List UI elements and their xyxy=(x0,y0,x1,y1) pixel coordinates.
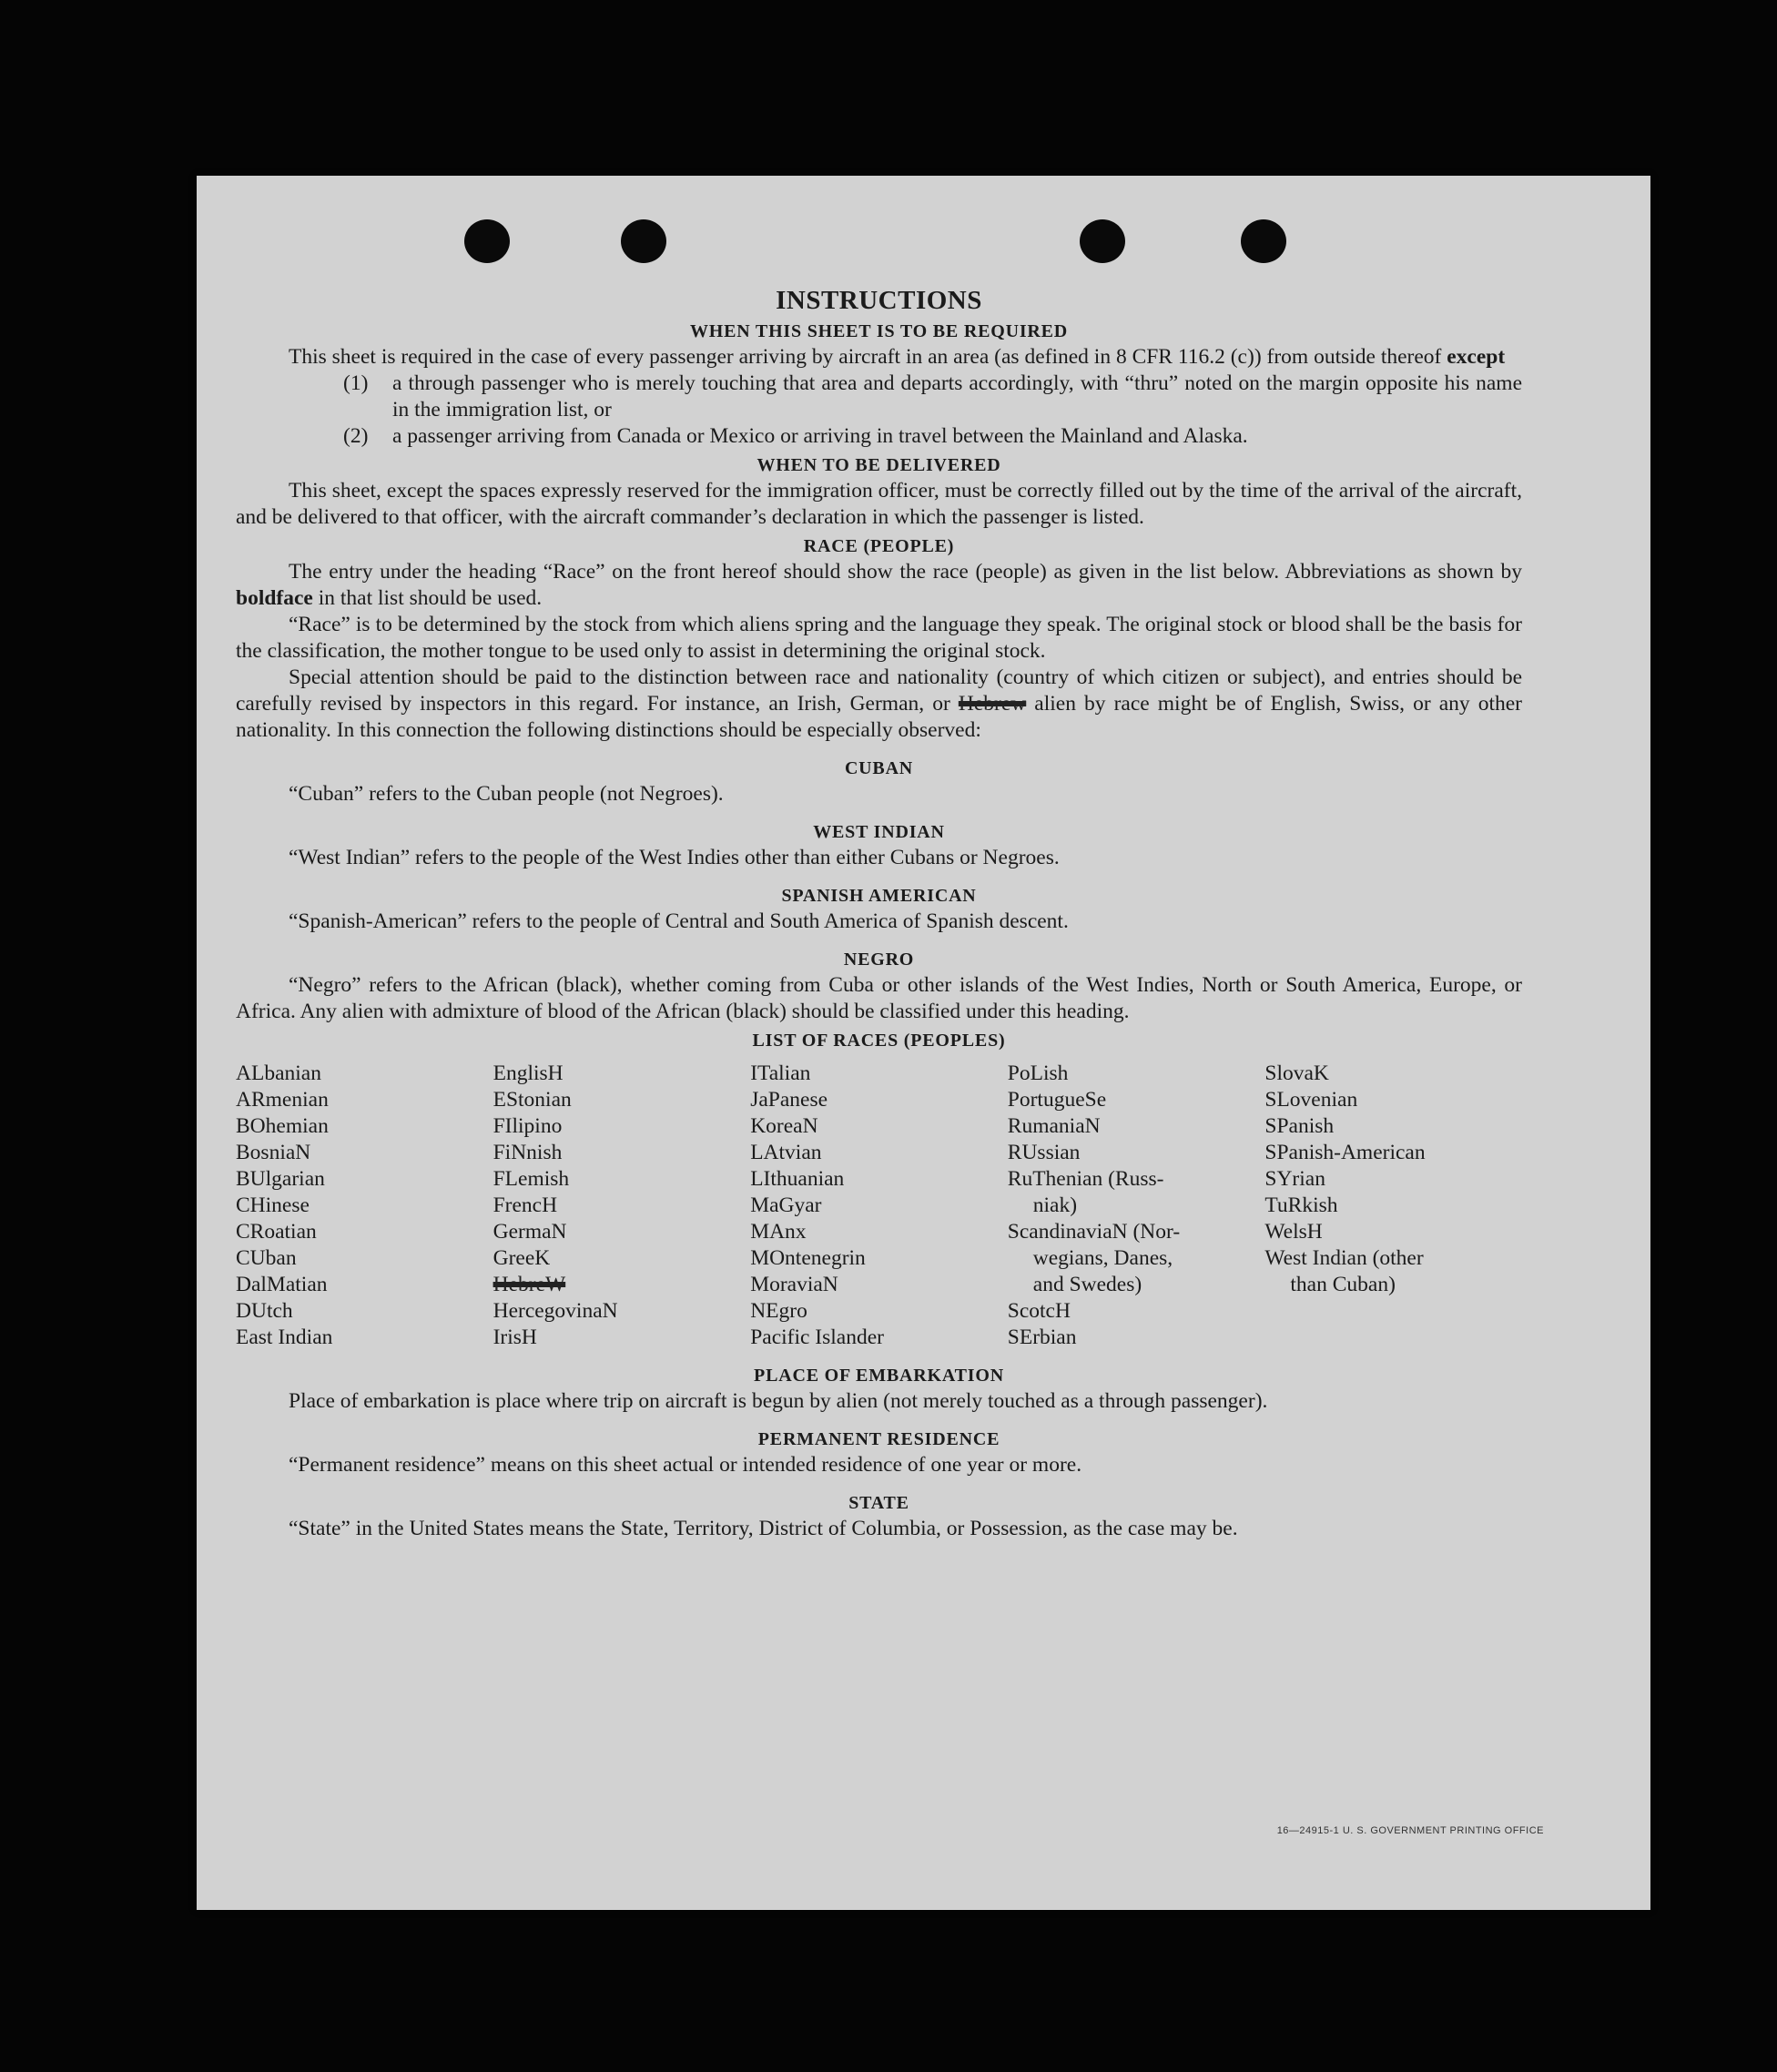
paragraph: “State” in the United States means the State, Territory, District of Columbia, or Possession, as the case may be. xyxy=(289,1517,1238,1540)
race-item: BUlgarian xyxy=(236,1167,325,1191)
race-item: LIthuanian xyxy=(750,1167,845,1191)
race-item: SLovenian xyxy=(1264,1088,1358,1112)
race-item: GreeK xyxy=(492,1246,551,1270)
race-column xyxy=(236,1061,493,1351)
section-heading: STATE xyxy=(848,1493,909,1513)
race-item: BOhemian xyxy=(236,1114,329,1138)
race-item-continued: niak) xyxy=(1032,1193,1078,1217)
punch-hole xyxy=(621,219,666,263)
race-item: ITalian xyxy=(750,1061,811,1085)
race-item: WelsH xyxy=(1264,1220,1323,1244)
race-item: EnglisH xyxy=(492,1061,564,1085)
paragraph: “Negro” refers to the African (black), whether coming from Cuba or other islands of the West Indies, North or South America, Europe, or Africa. Any alien with admixture of blood of the African (black) should be classified under this heading. xyxy=(236,973,1522,1023)
section-heading: CUBAN xyxy=(844,758,914,778)
race-item-continued: wegians, Danes, xyxy=(1032,1246,1173,1270)
punch-hole xyxy=(464,219,510,263)
race-item: RUssian xyxy=(1007,1141,1081,1164)
race-item: IrisH xyxy=(492,1325,537,1349)
paragraph: This sheet is required in the case of every passenger arriving by aircraft in an area (as defined in 8 CFR 116.2 (c)) from outside thereof except xyxy=(289,345,1506,369)
punch-hole xyxy=(1080,219,1125,263)
paragraph: “Permanent residence” means on this sheet actual or intended residence of one year or more. xyxy=(289,1453,1082,1477)
race-item: ARmenian xyxy=(236,1088,329,1112)
race-column xyxy=(493,1061,751,1351)
race-item-continued: and Swedes) xyxy=(1032,1273,1142,1296)
paragraph: The entry under the heading “Race” on the front hereof should show the race (people) as given in the list below. Abbreviations as shown by boldface in that list should be used. xyxy=(236,560,1522,610)
paragraph: “Cuban” refers to the Cuban people (not Negroes). xyxy=(289,782,724,806)
race-item: MoraviaN xyxy=(750,1273,838,1296)
race-item: SPanish-American xyxy=(1264,1141,1426,1164)
race-item: SPanish xyxy=(1264,1114,1335,1138)
section-heading: PERMANENT RESIDENCE xyxy=(757,1429,1000,1449)
paragraph: “Race” is to be determined by the stock from which aliens spring and the language they speak. The original stock or blood shall be the basis for the classification, the mother tongue to be used only to assist in determining the original stock. xyxy=(236,613,1522,663)
section-heading: PLACE OF EMBARKATION xyxy=(754,1366,1004,1386)
paragraph: Place of embarkation is place where trip on aircraft is begun by alien (not merely touched as a through passenger). xyxy=(289,1389,1268,1413)
race-item: ALbanian xyxy=(236,1061,321,1085)
race-item: RumaniaN xyxy=(1007,1114,1101,1138)
race-item: ScandinaviaN (Nor- xyxy=(1007,1220,1181,1244)
race-item: CUban xyxy=(236,1246,297,1270)
race-item-struck: HebreW xyxy=(492,1273,566,1296)
document-page xyxy=(197,176,1650,1910)
instructions-body xyxy=(236,285,1522,1542)
race-column xyxy=(1008,1061,1265,1351)
race-item: FIlipino xyxy=(492,1114,563,1138)
race-item: East Indian xyxy=(236,1325,333,1349)
race-item: KoreaN xyxy=(750,1114,818,1138)
race-item: GermaN xyxy=(492,1220,567,1244)
race-item: JaPanese xyxy=(750,1088,828,1112)
race-item: DUtch xyxy=(236,1299,293,1323)
race-item: ScotcH xyxy=(1007,1299,1071,1323)
section-heading: SPANISH AMERICAN xyxy=(781,886,977,906)
struck-word: Hebrew xyxy=(958,692,1027,716)
race-column xyxy=(750,1061,1008,1351)
race-item: PortugueSe xyxy=(1007,1088,1107,1112)
race-item-continued: than Cuban) xyxy=(1290,1273,1396,1296)
race-item: MOntenegrin xyxy=(750,1246,866,1270)
race-item: SlovaK xyxy=(1264,1061,1329,1085)
race-item: FiNnish xyxy=(492,1141,563,1164)
paragraph: “Spanish-American” refers to the people of Central and South America of Spanish descent. xyxy=(289,909,1069,933)
race-item: FrencH xyxy=(492,1193,558,1217)
race-item: RuThenian (Russ- xyxy=(1007,1167,1164,1191)
race-item: CRoatian xyxy=(236,1220,317,1244)
section-heading: NEGRO xyxy=(843,950,915,970)
race-column xyxy=(1264,1061,1522,1351)
section-heading: WEST INDIAN xyxy=(813,822,945,842)
race-item: FLemish xyxy=(492,1167,570,1191)
race-item: PoLish xyxy=(1007,1061,1069,1085)
paragraph: This sheet, except the spaces expressly reserved for the immigration officer, must be correctly filled out by the time of the arrival of the aircraft, and be delivered to that officer, with the aircraft commander’s declaration in which the passenger is listed. xyxy=(236,479,1522,529)
race-item: DalMatian xyxy=(236,1273,328,1296)
race-item: Pacific Islander xyxy=(750,1325,884,1349)
race-item: EStonian xyxy=(492,1088,572,1112)
race-item: SYrian xyxy=(1264,1167,1325,1191)
race-item: TuRkish xyxy=(1264,1193,1338,1217)
race-item: West Indian (other xyxy=(1264,1246,1424,1270)
paragraph: Special attention should be paid to the distinction between race and nationality (country of which citizen or subject), and entries should be carefully revised by inspectors in this regard. For instance, an Irish, German, or Hebrew alien by race might be of English, Swiss, or any other nationality. In this connection the following distinctions should be especially observed: xyxy=(236,665,1522,742)
race-item: BosniaN xyxy=(236,1141,311,1164)
race-item: NEgro xyxy=(750,1299,807,1323)
page-title: INSTRUCTIONS xyxy=(776,286,982,315)
punch-hole xyxy=(1241,219,1286,263)
race-item: MAnx xyxy=(750,1220,807,1244)
race-item: HercegovinaN xyxy=(492,1299,618,1323)
race-item: SErbian xyxy=(1007,1325,1077,1349)
race-list xyxy=(236,1061,1522,1351)
section-heading: LIST OF RACES (PEOPLES) xyxy=(752,1031,1006,1051)
race-item: CHinese xyxy=(236,1193,310,1217)
list-item: (1) a through passenger who is merely touching that area and departs accordingly, with “thru” noted on the margin opposite his name in the immigration list, or xyxy=(343,371,1522,422)
section-heading: WHEN THIS SHEET IS TO BE REQUIRED xyxy=(689,321,1069,341)
list-item: (2) a passenger arriving from Canada or Mexico or arriving in travel between the Mainland and Alaska. xyxy=(343,424,1248,448)
race-item: MaGyar xyxy=(750,1193,822,1217)
section-heading: RACE (PEOPLE) xyxy=(803,536,955,556)
section-heading: WHEN TO BE DELIVERED xyxy=(756,455,1001,475)
paragraph: “West Indian” refers to the people of the West Indies other than either Cubans or Negroes. xyxy=(289,846,1060,869)
printer-imprint: 16—24915-1 U. S. GOVERNMENT PRINTING OFFICE xyxy=(1276,1825,1544,1836)
race-item: LAtvian xyxy=(750,1141,822,1164)
